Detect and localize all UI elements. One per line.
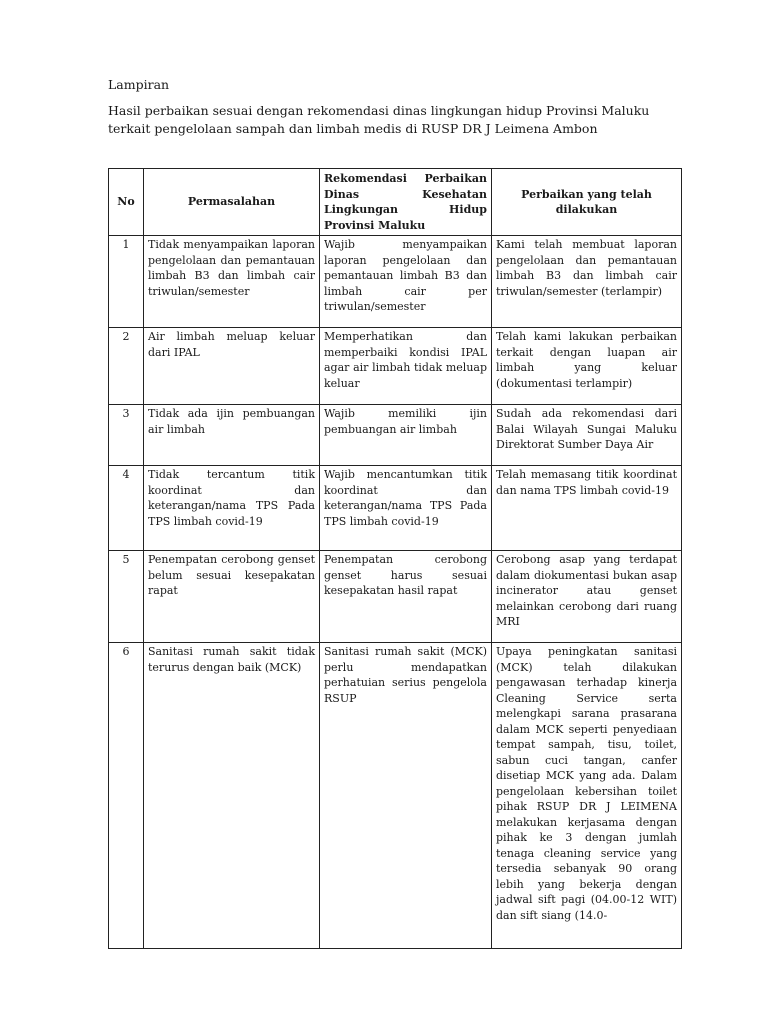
recommendation-text: Memperhatikan dan memperbaiki kondisi IPAL agar air limbah tidak meluap keluar [324, 330, 487, 390]
header-recommendation-text: Rekomendasi Perbaikan Dinas Kesehatan Lingkungan Hidup Provinsi Maluku [324, 172, 487, 232]
row-number: 5 [109, 551, 144, 643]
recommendation-text: Wajib memiliki ijin pembuangan air limbah [324, 407, 487, 436]
problem-text: Tidak ada ijin pembuangan air limbah [148, 407, 315, 436]
fix-cell [492, 236, 682, 328]
table-row [109, 236, 682, 328]
fix-text: Telah memasang titik koordinat dan nama TPS limbah covid-19 [496, 468, 677, 497]
header-fix: Perbaikan yang telah dilakukan [492, 169, 682, 236]
recommendation-text: Wajib mencantumkan titik koordinat dan keterangan/nama TPS Pada TPS limbah covid-19 [324, 468, 487, 528]
recommendation-cell [320, 466, 492, 551]
problem-text: Tidak tercantum titik koordinat dan keterangan/nama TPS Pada TPS limbah covid-19 [148, 468, 315, 528]
problem-cell [144, 236, 320, 328]
header-recommendation [320, 169, 492, 236]
header-no: No [109, 169, 144, 236]
fix-text: Sudah ada rekomendasi dari Balai Wilayah Sungai Maluku Direktorat Sumber Daya Air [496, 407, 677, 451]
table-row [109, 643, 682, 949]
problem-cell [144, 466, 320, 551]
recommendation-text: Wajib menyampaikan laporan pengelolaan dan pemantauan limbah B3 dan limbah cair per triwulan/semester [324, 238, 487, 313]
fix-cell [492, 405, 682, 466]
table-row [109, 551, 682, 643]
table-row [109, 328, 682, 405]
fix-text: Telah kami lakukan perbaikan terkait dengan luapan air limbah yang keluar (dokumentasi terlampir) [496, 330, 677, 390]
problem-cell [144, 643, 320, 949]
recommendation-cell [320, 236, 492, 328]
appendix-label: Lampiran [108, 77, 170, 92]
fix-cell [492, 551, 682, 643]
fix-cell [492, 643, 682, 949]
row-number: 2 [109, 328, 144, 405]
recommendation-text: Penempatan cerobong genset harus sesuai kesepakatan hasil rapat [324, 553, 487, 597]
recommendation-table [108, 168, 682, 949]
intro-paragraph: Hasil perbaikan sesuai dengan rekomendasi dinas lingkungan hidup Provinsi Maluku terkait pengelolaan sampah dan limbah medis di RUSP DR J Leimena Ambon [108, 103, 650, 136]
table-header-row [109, 169, 682, 236]
table-row [109, 466, 682, 551]
problem-text: Air limbah meluap keluar dari IPAL [148, 330, 315, 359]
fix-text: Upaya peningkatan sanitasi (MCK) telah dilakukan pengawasan terhadap kinerja Cleaning Service serta melengkapi sarana prasarana dalam MCK seperti penyediaan tempat sampah, tisu, toilet, sabun cuci tangan, canfer disetiap MCK yang ada. Dalam pengelolaan kebersihan toilet pihak RSUP DR J LEIMENA melakukan kerjasama dengan pihak ke 3 dengan jumlah tenaga cleaning service yang tersedia sebanyak 90 orang lebih yang bekerja dengan jadwal sift pagi (04.00-12 WIT) dan sift siang (14.0- [496, 645, 677, 922]
row-number: 1 [109, 236, 144, 328]
fix-cell [492, 328, 682, 405]
row-number: 6 [109, 643, 144, 949]
problem-text: Tidak menyampaikan laporan pengelolaan dan pemantauan limbah B3 dan limbah cair triwulan/semester [148, 238, 315, 298]
fix-text: Kami telah membuat laporan pengelolaan dan pemantauan limbah B3 dan limbah cair triwulan/semester (terlampir) [496, 238, 677, 298]
problem-cell [144, 405, 320, 466]
header-problem: Permasalahan [144, 169, 320, 236]
problem-cell [144, 551, 320, 643]
problem-text: Sanitasi rumah sakit tidak terurus dengan baik (MCK) [148, 645, 315, 674]
fix-cell [492, 466, 682, 551]
problem-text: Penempatan cerobong genset belum sesuai kesepakatan rapat [148, 553, 315, 597]
recommendation-text: Sanitasi rumah sakit (MCK) perlu mendapatkan perhatuian serius pengelola RSUP [324, 645, 487, 705]
recommendation-cell [320, 643, 492, 949]
recommendation-cell [320, 405, 492, 466]
recommendation-cell [320, 551, 492, 643]
recommendation-cell [320, 328, 492, 405]
table-row [109, 405, 682, 466]
fix-text: Cerobong asap yang terdapat dalam diokumentasi bukan asap incinerator atau genset melainkan cerobong dari ruang MRI [496, 553, 677, 628]
row-number: 4 [109, 466, 144, 551]
row-number: 3 [109, 405, 144, 466]
problem-cell [144, 328, 320, 405]
